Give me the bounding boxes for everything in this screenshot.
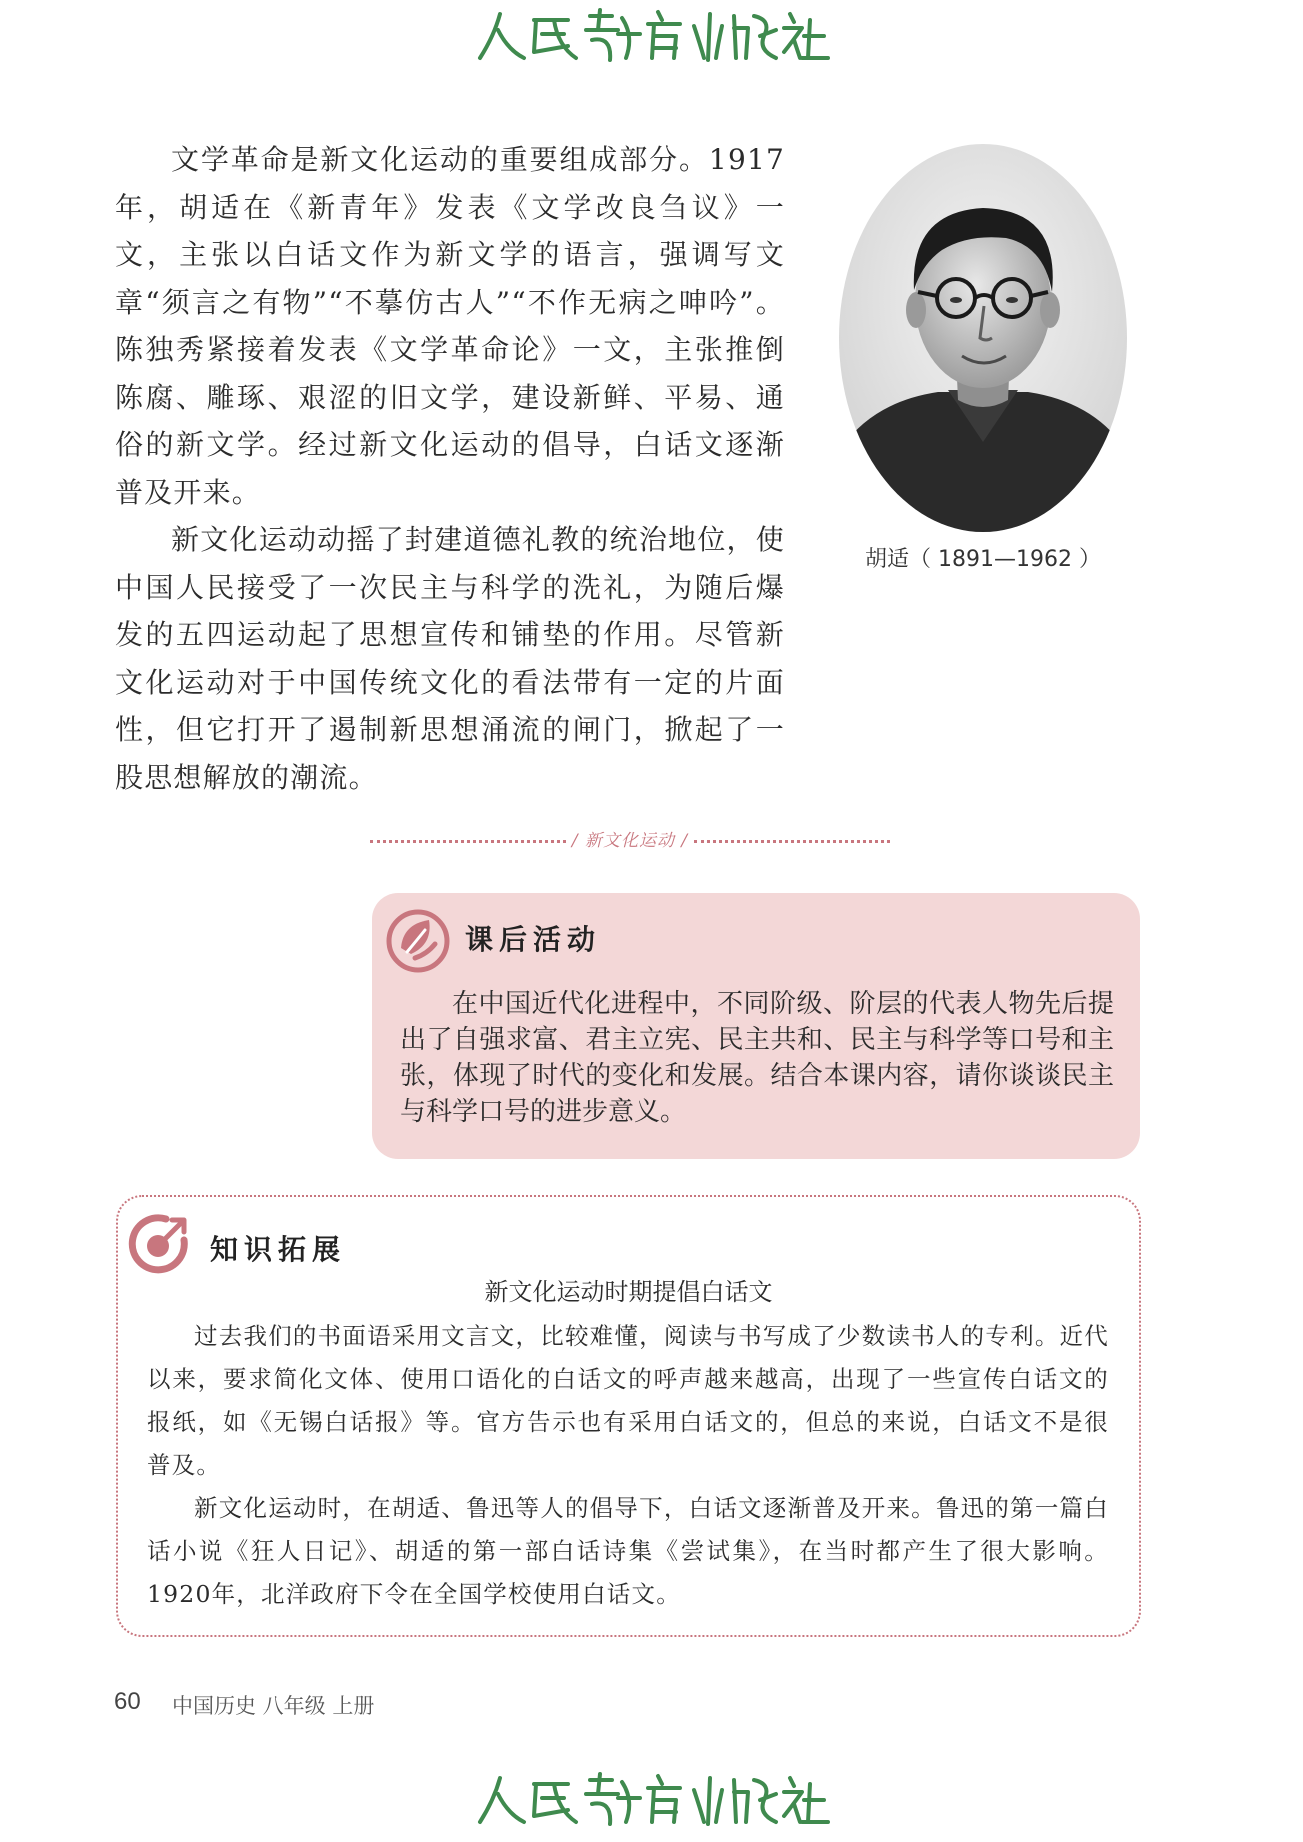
book-title: 中国历史 八年级 上册 [172, 1694, 375, 1718]
portrait-caption: 胡适（ 1891—1962 ） [865, 547, 1101, 572]
publisher-logo-top [0, 6, 1303, 70]
page-number: 60 [114, 1688, 141, 1715]
main-paragraph-2: 新文化运动动摇了封建道德礼教的统治地位，使中国人民接受了一次民主与科学的洗礼，为随后爆发的五四运动起了思想宣传和铺垫的作用。尽管新文化运动对于中国传统文化的看法带有一定的片面性，但它打开了遏制新思想涌流的闸门，掀起了一股思想解放的潮流。 [115, 523, 785, 794]
extension-paragraph-1: 过去我们的书面语采用文言文，比较难懂，阅读与书写成了少数读书人的专利。近代以来，要求简化文体、使用口语化的白话文的呼声越来越高，出现了一些宣传白话文的报纸，如《无锡白话报》等。官方告示也有采用白话文的，但总的来说，白话文不是很普及。 [147, 1322, 1109, 1479]
publisher-logo-icon [472, 1770, 832, 1830]
activity-body: 在中国近代化进程中，不同阶级、阶层的代表人物先后提出了自强求富、君主立宪、民主共和、民主与科学等口号和主张，体现了时代的变化和发展。结合本课内容，请你谈谈民主与科学口号的进步意义。 [400, 989, 1114, 1127]
section-divider [370, 826, 890, 851]
target-arrow-icon [126, 1210, 194, 1278]
portrait-photo [838, 142, 1128, 534]
portrait-image [838, 142, 1128, 534]
divider-dots-left [370, 840, 566, 843]
publisher-logo-bottom [0, 1770, 1303, 1834]
extension-title: 知识拓展 [210, 1233, 347, 1266]
leaf-emblem-icon [385, 908, 451, 974]
main-paragraph-1: 文学革命是新文化运动的重要组成部分。1917 年，胡适在《新青年》发表《文学改良刍议》一文，主张以白话文作为新文学的语言，强调写文章“须言之有物”“不摹仿古人”“不作无病之呻吟”。陈独秀紧接着发表《文学革命论》一文，主张推倒陈腐、雕琢、艰涩的旧文学，建设新鲜、平易、通俗的新文学。经过新文化运动的倡导，白话文逐渐普及开来。 [115, 143, 785, 509]
divider-label: / 新文化运动 / [571, 831, 689, 851]
extension-paragraph-2: 新文化运动时，在胡适、鲁迅等人的倡导下，白话文逐渐普及开来。鲁迅的第一篇白话小说《狂人日记》、胡适的第一部白话诗集《尝试集》，在当时都产生了很大影响。1920年，北洋政府下令在全国学校使用白话文。 [147, 1494, 1109, 1608]
divider-dots-right [694, 840, 890, 843]
extension-body [147, 1315, 1109, 1616]
main-text [115, 136, 785, 801]
extension-subtitle: 新文化运动时期提倡白话文 [484, 1278, 773, 1306]
publisher-logo-icon [472, 6, 832, 66]
activity-title: 课后活动 [465, 923, 602, 956]
